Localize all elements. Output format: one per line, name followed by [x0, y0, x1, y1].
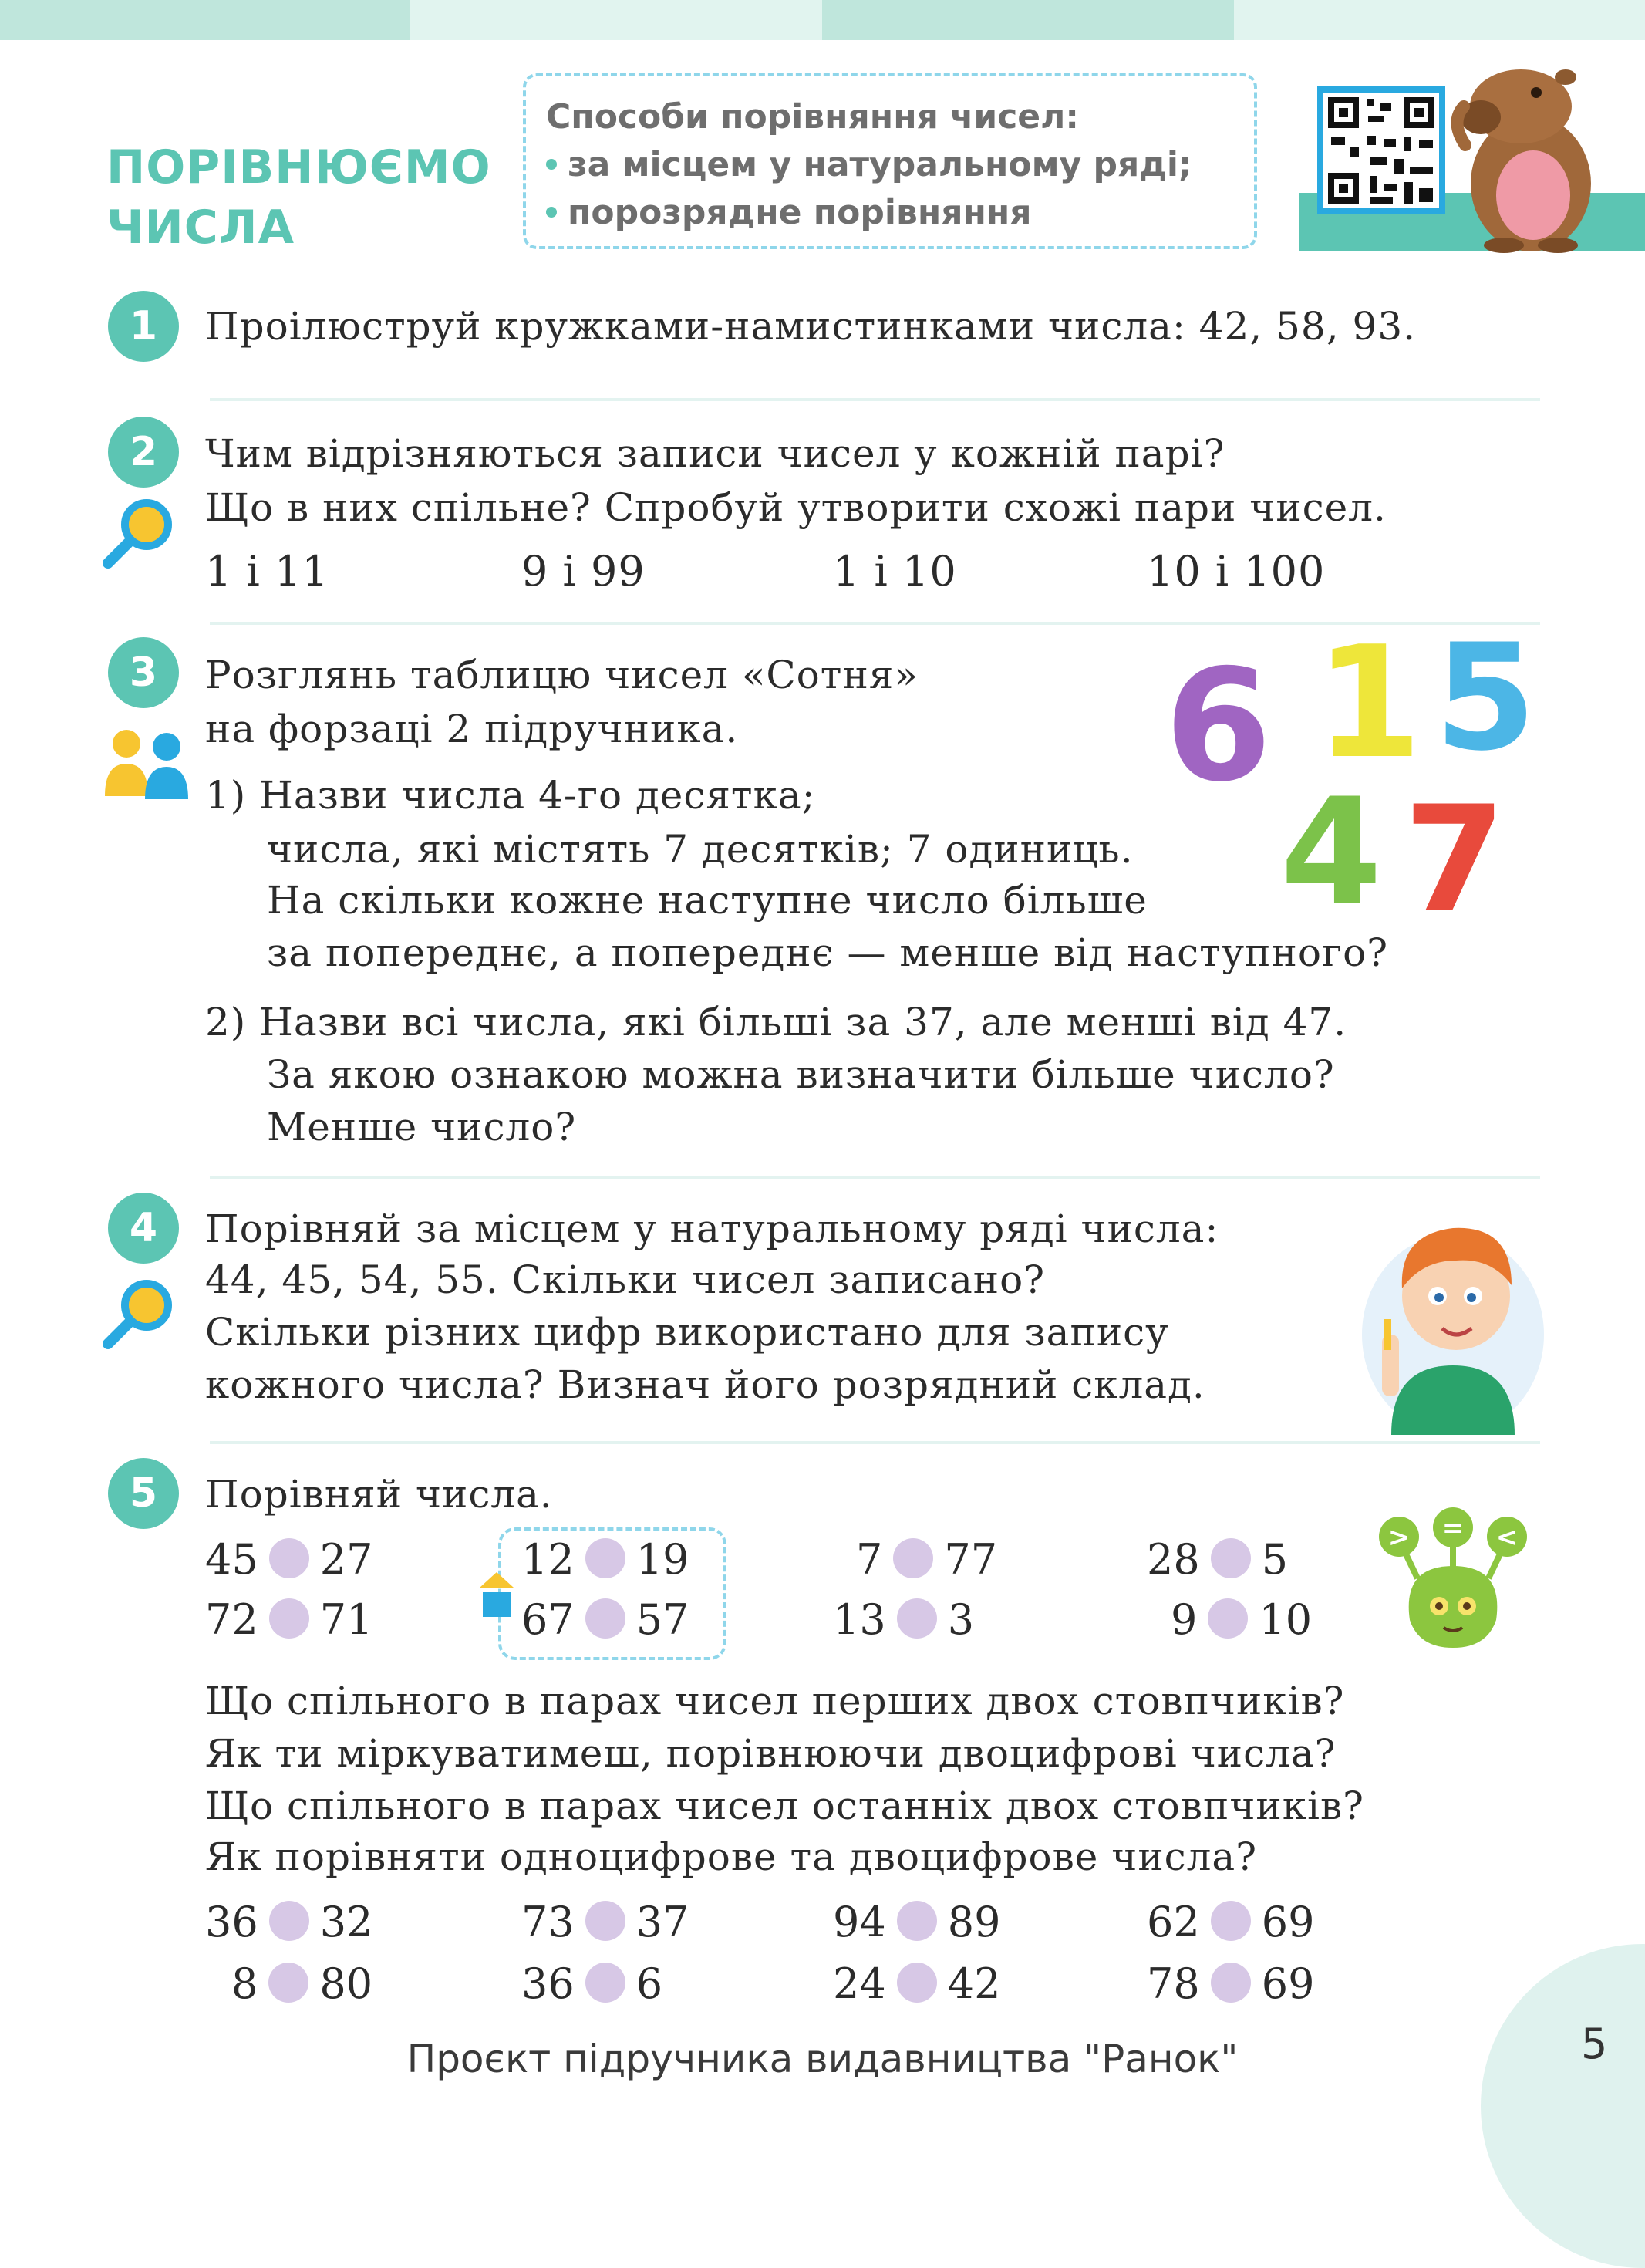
digit-6: 6: [1165, 636, 1273, 816]
task-number: 1: [108, 291, 179, 362]
comparison-pair: 24 42: [833, 1959, 1001, 2008]
task-4-line: Порівняй за місцем у натуральному ряді числа:: [205, 1207, 1219, 1251]
capybara-icon: [1450, 52, 1604, 255]
svg-text:=: =: [1441, 1513, 1465, 1544]
comparison-pair: 94 89: [833, 1898, 1001, 1946]
comparison-circle[interactable]: [585, 1901, 625, 1941]
task-3-sub2-line: За якою ознакою можна визначити більше число?: [267, 1052, 1335, 1097]
task-number: 3: [108, 637, 179, 708]
title-line-1: ПОРІВНЮЄМО: [106, 140, 491, 194]
digit-5: 5: [1434, 625, 1537, 783]
comparison-circle[interactable]: [585, 1538, 625, 1578]
number-pair: 1 і 11: [205, 547, 329, 596]
digit-characters-illustration: [1149, 625, 1558, 926]
divider: [210, 1441, 1540, 1444]
task-2-line: Чим відрізняються записи чисел у кожній парі?: [205, 431, 1225, 476]
task-4-line: кожного числа? Визнач його розрядний склад.: [205, 1362, 1205, 1407]
comparison-pair: 13 3: [833, 1595, 975, 1644]
comparison-pair: 72 71: [205, 1595, 373, 1644]
task-3-sub2-line: Менше число?: [267, 1105, 577, 1149]
comparison-circle[interactable]: [269, 1538, 309, 1578]
comparison-pair: 73 37: [521, 1898, 689, 1946]
comparison-circle[interactable]: [268, 1963, 308, 2003]
comparison-pair: 36 6: [521, 1959, 663, 2008]
task-5-question: Що спільного в парах чисел останніх двох стовпчиків?: [205, 1784, 1364, 1828]
comparison-signs-monster-icon: [1371, 1504, 1535, 1651]
task-3-sub2-line: 2) Назви всі числа, які більші за 37, але менші від 47.: [205, 1000, 1347, 1045]
task-3-sub1-line: 1) Назви числа 4-го десятка;: [205, 773, 816, 818]
comparison-pair: 45 27: [205, 1535, 373, 1584]
hint-arrow-icon: [478, 1572, 515, 1618]
task-number: 5: [108, 1458, 179, 1529]
infobox-item: порозрядне порівняння: [546, 189, 1234, 237]
qr-code-icon[interactable]: [1317, 86, 1445, 214]
comparison-circle[interactable]: [897, 1963, 937, 2003]
task-number: 2: [108, 417, 179, 488]
task-3-line: Розглянь таблицю чисел «Сотня»: [205, 653, 919, 697]
infobox-heading: Способи порівняння чисел:: [546, 97, 1079, 137]
boy-illustration: [1360, 1180, 1546, 1435]
number-pair: 9 і 99: [521, 547, 646, 596]
task-5-text: Порівняй числа.: [205, 1472, 553, 1517]
page-title: [106, 137, 491, 258]
task-3-sub1-line: за попереднє, а попереднє — менше від наступного?: [267, 930, 1389, 975]
comparison-pair: 12 19: [521, 1535, 689, 1584]
footer-text: Проєкт підручника видавництва "Ранок": [406, 2037, 1239, 2081]
methods-infobox: [523, 73, 1257, 249]
comparison-circle[interactable]: [269, 1901, 309, 1941]
comparison-pair: 28 5: [1147, 1535, 1289, 1584]
comparison-circle[interactable]: [1211, 1901, 1251, 1941]
task-2-line: Що в них спільне? Спробуй утворити схожі пари чисел.: [205, 485, 1387, 530]
task-number: 4: [108, 1193, 179, 1264]
task-3-sub1-line: На скільки кожне наступне число більше: [267, 878, 1148, 923]
digit-1: 1: [1315, 625, 1423, 793]
comparison-circle[interactable]: [1211, 1963, 1251, 2003]
comparison-pair: 78 69: [1147, 1959, 1315, 2008]
svg-text:<: <: [1495, 1522, 1519, 1553]
corner-decor: [1481, 1944, 1645, 2268]
task-4-line: 44, 45, 54, 55. Скільки чисел записано?: [205, 1257, 1045, 1302]
comparison-circle[interactable]: [269, 1598, 309, 1639]
number-pair: 10 і 100: [1147, 547, 1326, 596]
comparison-circle[interactable]: [897, 1901, 937, 1941]
divider: [210, 1176, 1540, 1179]
pair-work-icon: [100, 725, 193, 802]
comparison-circle[interactable]: [1211, 1538, 1251, 1578]
comparison-pair: 36 32: [205, 1898, 373, 1946]
comparison-circle[interactable]: [585, 1598, 625, 1639]
svg-text:>: >: [1387, 1522, 1411, 1553]
digit-7: 7: [1404, 775, 1506, 926]
comparison-pair: 9 10: [1171, 1595, 1313, 1644]
task-5-question: Що спільного в парах чисел перших двох стовпчиків?: [205, 1679, 1345, 1723]
magnifier-icon: [100, 494, 177, 571]
comparison-pair: 67 57: [521, 1595, 689, 1644]
comparison-pair: 62 69: [1147, 1898, 1315, 1946]
top-decor-bar: [0, 0, 1645, 40]
title-line-2: ЧИСЛА: [106, 201, 295, 255]
task-3-line: на форзаці 2 підручника.: [205, 707, 739, 751]
magnifier-icon: [100, 1274, 177, 1352]
task-1-text: Проілюструй кружками-намистинками числа: 42, 58, 93.: [205, 304, 1417, 349]
task-3-sub1-line: числа, які містять 7 десятків; 7 одиниць.: [267, 827, 1134, 872]
comparison-circle[interactable]: [1208, 1598, 1248, 1639]
task-5-question: Як порівняти одноцифрове та двоцифрове числа?: [205, 1834, 1258, 1879]
page-number: 5: [1581, 2020, 1608, 2068]
comparison-circle[interactable]: [897, 1598, 937, 1639]
bullet-icon: [546, 207, 557, 218]
task-4-line: Скільки різних цифр використано для запису: [205, 1310, 1169, 1355]
number-pair: 1 і 10: [833, 547, 957, 596]
divider: [210, 398, 1540, 401]
comparison-circle[interactable]: [893, 1538, 933, 1578]
comparison-pair: 8 80: [231, 1959, 373, 2008]
comparison-pair: 7 77: [856, 1535, 998, 1584]
digit-4: 4: [1280, 767, 1383, 926]
bullet-icon: [546, 159, 557, 170]
task-5-question: Як ти міркуватимеш, порівнюючи двоцифрові числа?: [205, 1731, 1337, 1776]
comparison-circle[interactable]: [585, 1963, 625, 2003]
infobox-item: за місцем у натуральному ряді;: [546, 141, 1234, 189]
